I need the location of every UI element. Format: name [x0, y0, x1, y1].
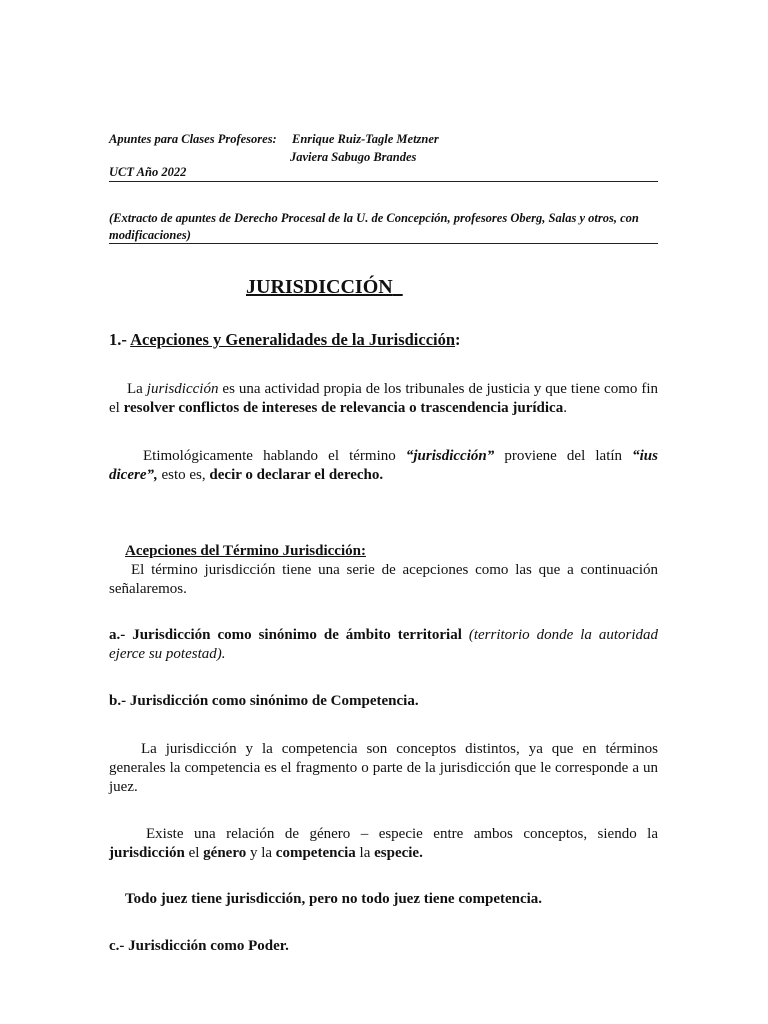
p5-text-g: la [355, 845, 375, 861]
header-author-1: Enrique Ruiz-Tagle Metzner [292, 132, 439, 146]
header-author-2: Javiera Sabugo Brandes [290, 150, 417, 164]
document-page [109, 0, 658, 1024]
item-b-text: b.- Jurisdicción como sinónimo de Competencia. [109, 693, 419, 709]
item-b [109, 692, 419, 711]
p6-text: Todo juez tiene jurisdicción, pero no todo juez tiene competencia. [125, 891, 543, 907]
paragraph-todo-juez [125, 890, 542, 909]
p2-text-d: “ius dicere”, [109, 448, 658, 483]
p2-text-b: “jurisdicción” [405, 448, 495, 464]
section-colon: : [455, 330, 461, 349]
p5-text-h: especie. [374, 845, 423, 861]
p2-text-e: esto es, [157, 467, 210, 483]
subheading [125, 542, 366, 561]
p1-text-c: es una actividad propia de los tribunales de justicia y que tiene como fin el [109, 381, 658, 416]
item-c-text: c.- Jurisdicción como Poder. [109, 938, 289, 954]
section-heading-text: Acepciones y Generalidades de la Jurisdicción [130, 330, 456, 349]
paragraph-competencia: La jurisdicción y la competencia son conceptos distintos, ya que en términos generales la competencia es el fragmento o parte de la jurisdicción que le corresponde a un juez. [109, 741, 658, 795]
p5-text-c: el [184, 845, 204, 861]
p2-text-c: proviene del latín [494, 448, 633, 464]
p5-text-b: jurisdicción [109, 845, 185, 861]
paragraph-acepciones-intro: El término jurisdicción tiene una serie de acepciones como las que a continuación señalaremos. [109, 562, 658, 597]
p1-text-e: . [563, 400, 567, 416]
item-c [109, 937, 289, 956]
section-number: 1.- [109, 330, 127, 349]
header-institution-year: UCT Año 2022 [109, 165, 187, 179]
extract-rule [109, 243, 658, 244]
p2-text-a: Etimológicamente hablando el término [143, 448, 406, 464]
paragraph-genero-especie [109, 825, 658, 863]
item-a-italic: (territorio donde la autoridad ejerce su potestad). [109, 627, 659, 662]
item-a-bold: a.- Jurisdicción como sinónimo de ámbito territorial [109, 627, 462, 643]
page-title [246, 276, 403, 299]
paragraph-etymology [109, 447, 658, 485]
paragraph-definition [109, 380, 658, 418]
p5-text-f: competencia [275, 845, 356, 861]
p2-text-f: decir o declarar el derecho. [209, 467, 384, 483]
item-a [109, 626, 658, 664]
p1-text-a: La [127, 381, 147, 397]
p5-text-a: Existe una relación de género – especie entre ambos conceptos, siendo la [146, 826, 658, 842]
p5-text-d: género [203, 845, 247, 861]
p1-text-b: jurisdicción [146, 381, 219, 397]
header-label: Apuntes para Clases Profesores: [109, 132, 277, 146]
section-heading [109, 330, 461, 350]
page-title-text: JURISDICCIÓN [246, 276, 393, 298]
p5-text-e: y la [246, 845, 276, 861]
subheading-text: Acepciones del Término Jurisdicción: [125, 543, 366, 559]
p1-text-d: resolver conflictos de intereses de relevancia o trascendencia jurídica [123, 400, 564, 416]
header-rule [109, 181, 658, 182]
extract-note: (Extracto de apuntes de Derecho Procesal de la U. de Concepción, profesores Oberg, Salas y otros, con modificaciones) [109, 211, 639, 242]
